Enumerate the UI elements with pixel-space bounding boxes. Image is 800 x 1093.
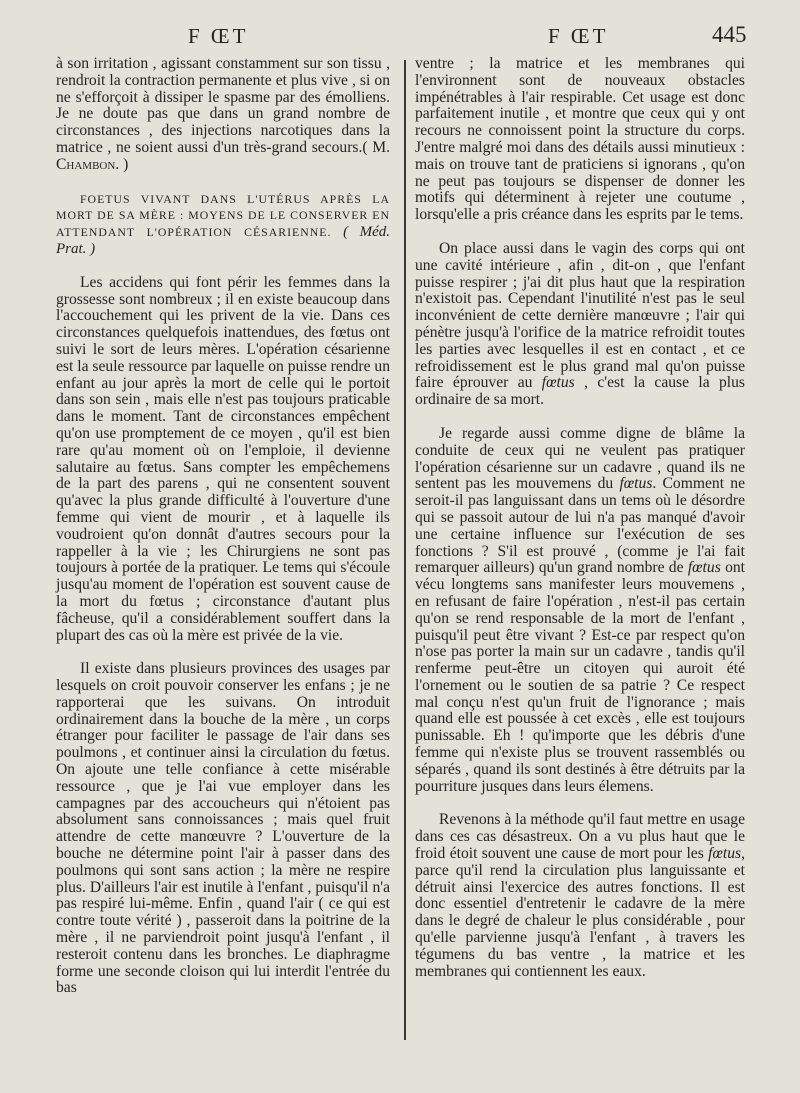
paragraph: Les accidens qui font périr les femmes dans la grossesse sont nombreux ; il en existe beaucoup dans l'accouchement qui les privent de la vie. Dans ces circonstances quelquefois inattendues, des fœtus ont suivi le sort de leurs mères. L'opération césarienne est la seule ressource par laquelle on puisse rendre un enfant au jour après la mort de celle qui le portoit dans son sein , mais elle n'est pas toujours praticable dans le moment. Tant de circonstances empêchent qu'on use promptement de ce moyen , qu'il est bien rare qu'au moment où on l'emploie, il devienne salutaire au fœtus. Sans compter les empêchemens de la part des parens , qui ne consentent souvent qu'avec la plus grande difficulté à l'ouverture d'une femme qui vient de mourir , et à laquelle ils voudroient qu'on donnât d'autres secours pour la rappeller à la vie ; les Chirurgiens ne sont pas toujours à portée de la pratiquer. Le tems qui s'écoule jusqu'au moment de l'opération est souvent cause de la mort du fœtus ; circonstance d'autant plus fâcheuse, qu'il a considérablement souffert dans la plupart des cas où la mère est privée de la vie. [56,273,390,644]
paragraph: Il existe dans plusieurs provinces des usages par lesquels on croit pouvoir conserver les enfans ; je ne rapporterai que les suivans. On introduit ordinairement dans la bouche de la mère , un corps étranger pour faciliter le passage de l'air dans ses poulmons , et continuer ainsi la circulation du fœtus. On ajoute une telle confiance à cette misérable ressource , que je l'ai vue employer dans les campagnes par des accoucheurs qui n'étoient pas absolument sans connoissances ; mais quel fruit attendre de cette manœuvre ? L'ouverture de la bouche ne détermine point l'air à passer dans des poulmons qui sont sans action ; la mère ne respire plus. D'ailleurs l'air est inutile à l'enfant , puisqu'il n'a pas respiré lui-même. Enfin , quand l'air ( ce qui est contre toute vérité ) , passeroit dans la poitrine de la mère , il ne parviendroit point jusqu'à l'enfant , il resteroit contenu dans les bronches. Le diaphragme forme une seconde cloison qui lui interdit l'entrée du bas [56,660,390,997]
right-column [415,56,745,980]
paragraph-text: On place aussi dans le vagin des corps qui ont une cavité intérieure , afin , dit-on , que l'enfant puisse respirer ; j'ai dit plus haut que la respiration n'existoit pas. Cependant l'inutilité n'est pas le seul inconvénient de cette dernière manœuvre ; l'air qui pénètre jusqu'à l'orifice de la matrice refroidit toutes les parties avec lesquelles il est en contact , et ce refroidissement est le plus grand mal qu'on puisse faire éprouver au [415,239,745,392]
paragraph [415,241,745,409]
page-number: 445 [712,22,747,47]
paragraph [56,56,390,174]
italic-term: fœtus [708,845,742,863]
paragraph-text: Je regarde aussi comme digne de blâme la conduite de ceux qui ne veulent pas pratiquer l'opération césarienne sur un cadavre , quand ils ne sentent pas les mouvemens du [415,424,745,493]
paragraph-text: ont vécu longtems sans manifester leurs mouvemens , en refusant de faire l'opération , n'est-il pas certain qu'on se rend responsable de la mort de l'enfant , puisqu'il peut être vivant ? Est-ce par respect qu'on n'ose pas porter la main sur un cadavre , tandis qu'il renferme peut-être un citoyen qui auroit été l'ornement ou le soutien de sa patrie ? Ce respect mal conçu n'est qu'un fruit de l'ignorance ; mais quand elle est poussée à cet excès , elle est toujours punissable. Eh ! qu'importe que les débris d'une femme qui n'existe plus se trouvent rassemblés ou séparés , quand ils sont destinés à être détruits par la pourriture jusques dans leurs élemens. [415,559,746,795]
running-head-right: F ŒT [548,24,609,48]
author-name: Chambon [56,155,116,173]
paragraph-text: Revenons à la méthode qu'il faut mettre en usage dans ces cas désastreux. On a vu plus haut que le froid étoit souvent une cause de mort pour les [415,811,745,863]
left-column [56,56,390,997]
paragraph-text: . ) [115,155,129,173]
column-divider [404,60,406,1040]
italic-term: fœtus [541,374,575,392]
paragraph-text: à son irritation , agissant constamment sur son tissu , rendroit la contraction permanente et plus vive , si on ne s'efforçoit à dissiper le spasme par des émolliens. Je ne doute pas que dans un grand nombre de circonstances , des injections narcotiques dans la matrice , ne soient aussi d'un très-grand secours.( M. [56,55,390,156]
italic-term: fœtus [687,559,721,577]
heading-source: ( Méd. Prat. ) [56,224,390,257]
paragraph-text: , c'est la cause la plus ordinaire de sa mort. [415,374,746,409]
paragraph [415,812,745,980]
heading-text: FOETUS VIVANT DANS L'UTÉRUS APRÈS LA MORT DE SA MÈRE : MOYENS DE LE CONSERVER EN ATTENDANT L'OPÉRATION CÉSARIENNE. [56,191,390,240]
paragraph: ventre ; la matrice et les membranes qui l'environnent sont de nouveaux obstacles impénétrables à l'air respirable. Cet usage est donc parfaitement inutile , et montre que ceux qui y ont recours ne connoissent point la structure du corps. J'entre malgré moi dans des détails aussi minutieux : mais on trouve tant de praticiens si ignorans , qu'on ne peut pas toujours se dispenser de donner les motifs qui déterminent à rejeter une coutume , lorsqu'elle a pris créance dans les esprits par le tems. [415,55,745,224]
paragraph-text: , parce qu'il rend la circulation plus languissante et détruit ainsi l'exercice des autres fonctions. Il est donc essentiel d'entretenir le cadavre de la mère dans le degré de chaleur le plus considérable , pour qu'elle parvienne jusqu'à l'enfant , à travers les tégumens du bas ventre , la matrice et les membranes qui contiennent les eaux. [415,845,745,980]
running-head-left: F ŒT [188,24,249,48]
paragraph-text: . Comment ne seroit-il pas languissant dans un tems où le désordre qui se passoit autour de lui n'a pas manqué d'avoir une certaine influence sur l'exécution de ses fonctions ? S'il est prouvé , (comme je l'ai fait remarquer ailleurs) qu'un grand nombre de [415,475,745,577]
italic-term: fœtus [619,475,653,493]
section-heading [56,191,390,258]
paragraph [415,426,745,796]
